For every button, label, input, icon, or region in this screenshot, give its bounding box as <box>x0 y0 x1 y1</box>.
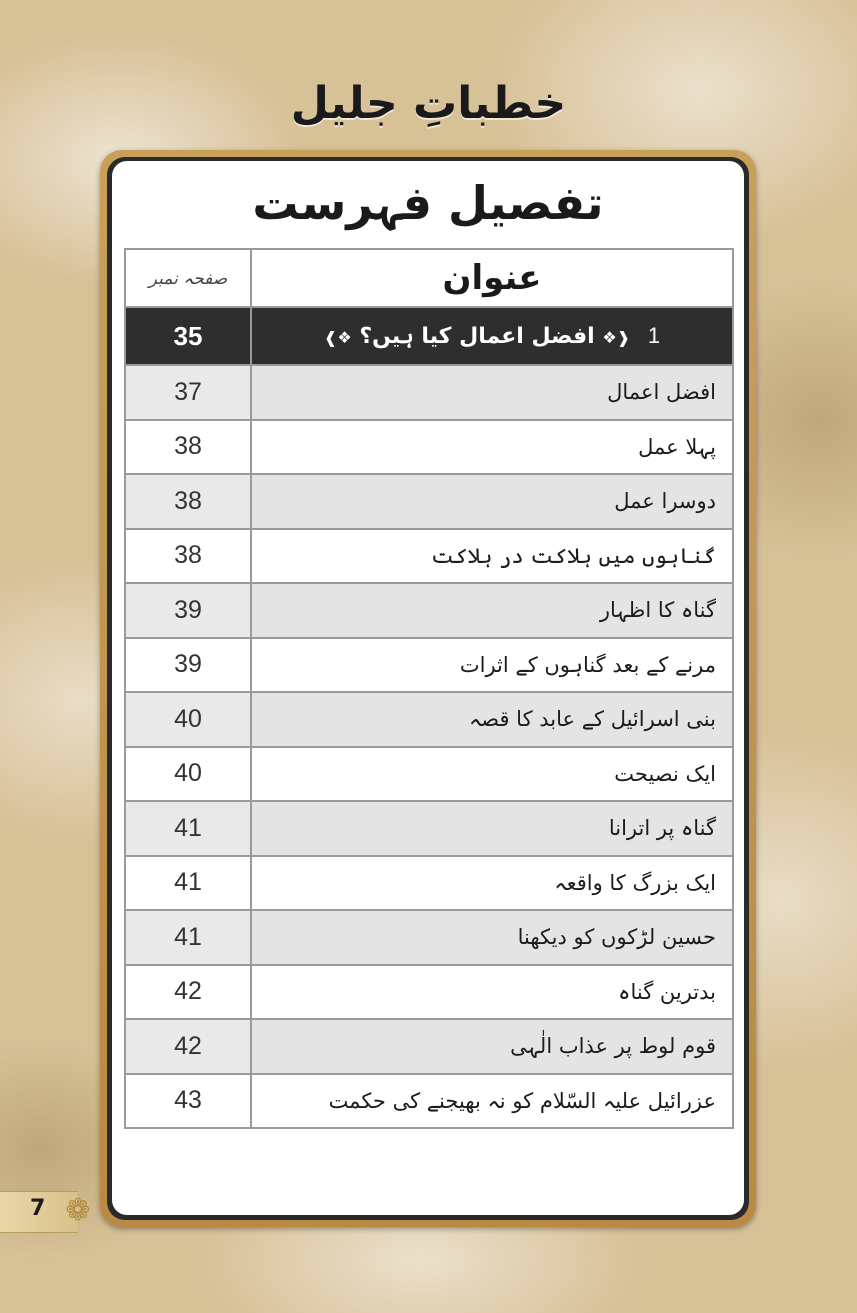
row-page-number: 42 <box>125 1019 251 1074</box>
row-title: ایک بزرگ کا واقعہ <box>251 856 733 911</box>
row-title: گناہ پر اترانا <box>251 801 733 856</box>
row-title: عزرائیل علیہ السّلام کو نہ بھیجنے کی حکمت <box>251 1074 733 1129</box>
flourish-icon: ❁ <box>65 1193 91 1228</box>
row-page-number: 41 <box>125 910 251 965</box>
contents-heading: تفصیل فہرست <box>252 176 604 230</box>
row-title: افضل اعمال <box>251 365 733 420</box>
row-title: حسین لڑکوں کو دیکھنا <box>251 910 733 965</box>
ornament-left-icon: ❖❱ <box>323 328 352 347</box>
row-page-number: 37 <box>125 365 251 420</box>
row-page-number: 41 <box>125 801 251 856</box>
row-title: دوسرا عمل <box>251 474 733 529</box>
page-number-header: صفحہ نمبر <box>125 249 251 307</box>
row-page-number: 40 <box>125 747 251 802</box>
table-row[interactable] <box>125 529 733 584</box>
book-title: خطباتِ جلیل <box>290 78 567 129</box>
table-header-row <box>125 249 733 307</box>
row-title: گناہوں میں ہلاکت در ہلاکت <box>251 529 733 584</box>
row-title: مرنے کے بعد گناہوں کے اثرات <box>251 638 733 693</box>
row-page-number: 38 <box>125 474 251 529</box>
table-row[interactable] <box>125 365 733 420</box>
row-page-number: 41 <box>125 856 251 911</box>
row-title: قوم لوط پر عذاب الٰہی <box>251 1019 733 1074</box>
chapter-title: افضل اعمال کیا ہیں؟ <box>359 324 595 349</box>
row-page-number: 38 <box>125 529 251 584</box>
chapter-number: 1 <box>647 323 661 348</box>
row-page-number: 40 <box>125 692 251 747</box>
table-row[interactable] <box>125 856 733 911</box>
table-row[interactable] <box>125 474 733 529</box>
row-title: بدترین گناہ <box>251 965 733 1020</box>
row-page-number: 43 <box>125 1074 251 1129</box>
page-number: 7 <box>30 1196 46 1221</box>
table-row[interactable] <box>125 420 733 475</box>
row-page-number: 39 <box>125 638 251 693</box>
chapter-page-number: 35 <box>125 307 251 365</box>
table-row[interactable] <box>125 910 733 965</box>
table-row[interactable] <box>125 1074 733 1129</box>
row-page-number: 39 <box>125 583 251 638</box>
table-row[interactable] <box>125 583 733 638</box>
table-row[interactable] <box>125 692 733 747</box>
table-row[interactable] <box>125 747 733 802</box>
contents-table <box>124 248 734 1129</box>
row-title: ایک نصیحت <box>251 747 733 802</box>
row-title: پہلا عمل <box>251 420 733 475</box>
row-page-number: 42 <box>125 965 251 1020</box>
chapter-row[interactable] <box>125 307 733 365</box>
ornament-right-icon: ❰❖ <box>602 328 631 347</box>
table-row[interactable] <box>125 801 733 856</box>
chapter-title-cell <box>251 307 733 365</box>
table-row[interactable] <box>125 638 733 693</box>
title-header: عنوان <box>251 249 733 307</box>
row-page-number: 38 <box>125 420 251 475</box>
row-title: گناہ کا اظہار <box>251 583 733 638</box>
row-title: بنی اسرائیل کے عابد کا قصہ <box>251 692 733 747</box>
table-row[interactable] <box>125 965 733 1020</box>
table-row[interactable] <box>125 1019 733 1074</box>
